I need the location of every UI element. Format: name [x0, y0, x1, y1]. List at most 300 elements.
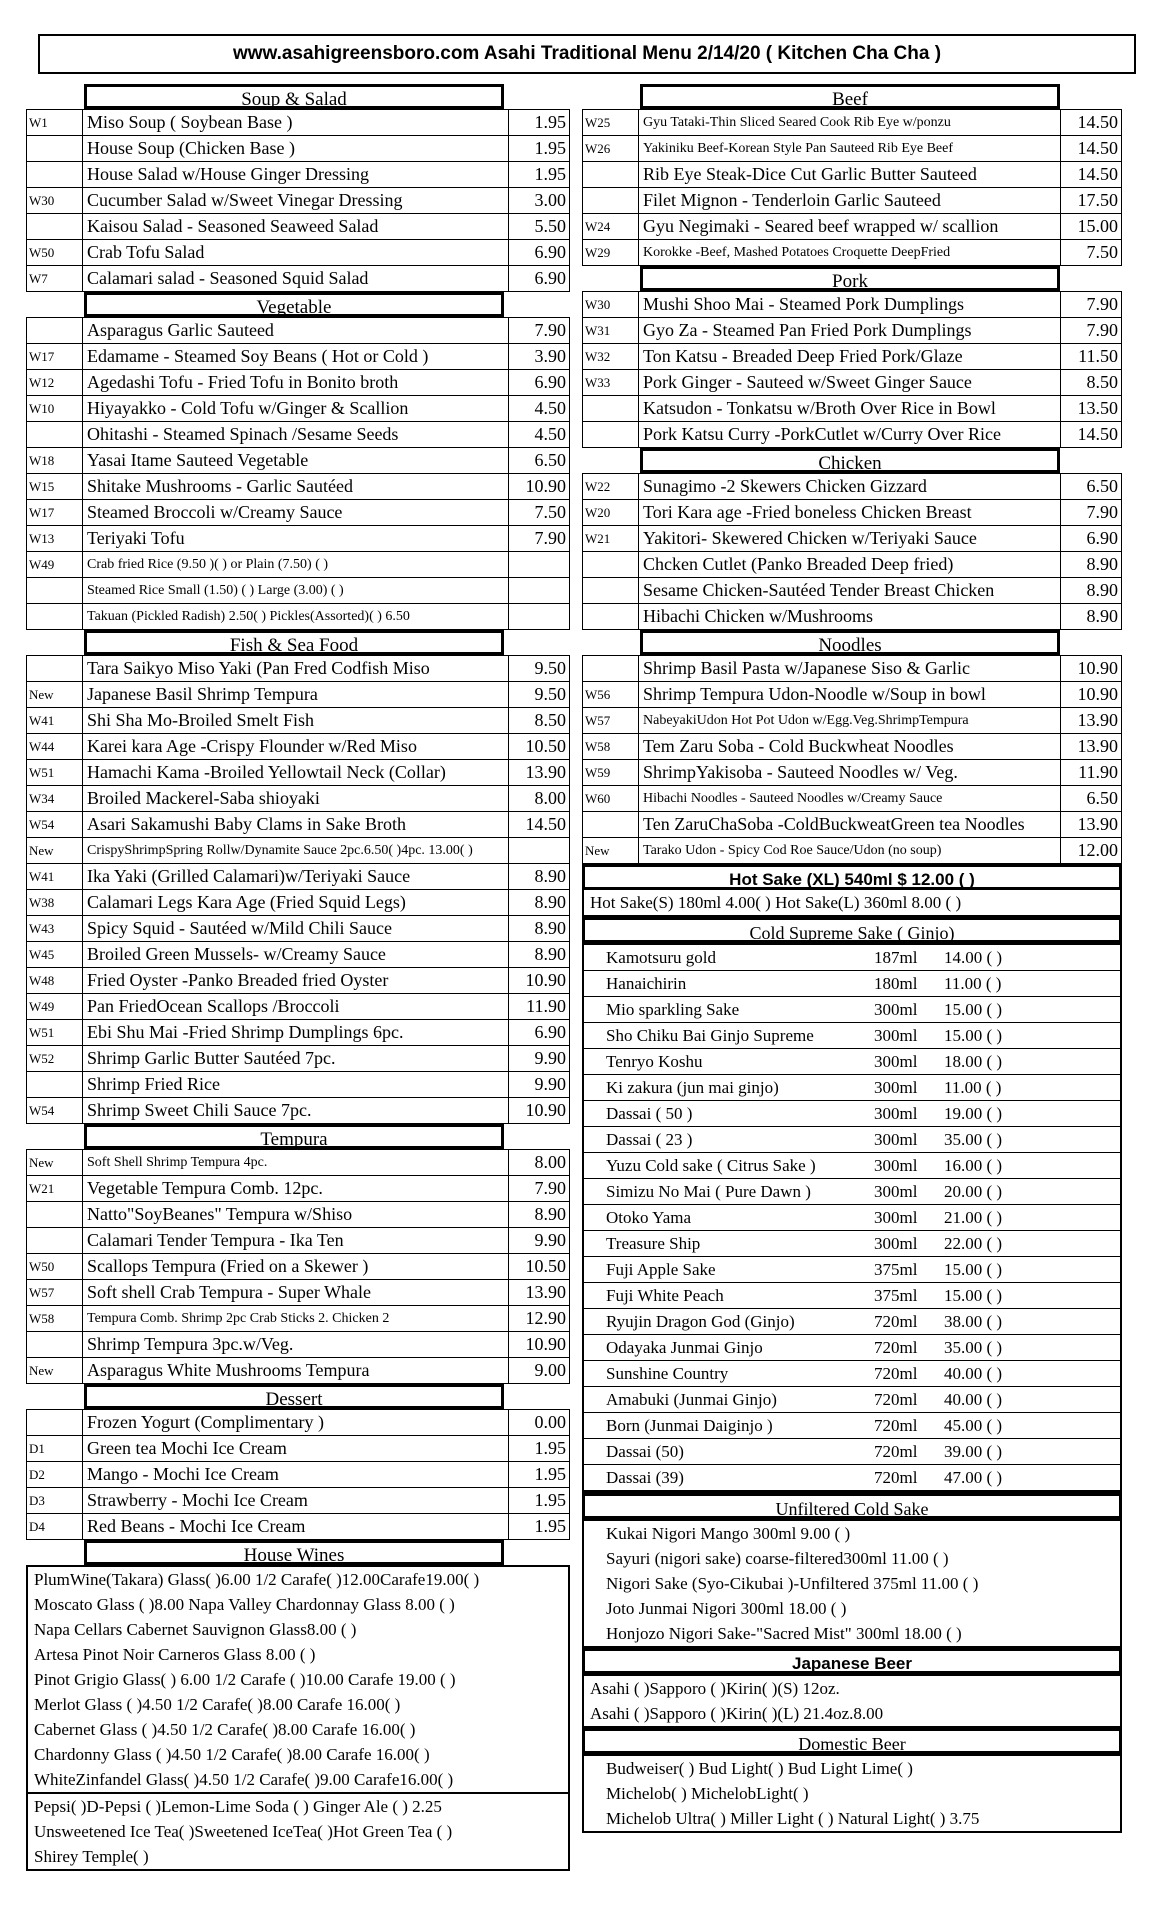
item-code: New [27, 1150, 83, 1175]
item-code [27, 1228, 83, 1253]
item-name: Cucumber Salad w/Sweet Vinegar Dressing [83, 188, 509, 213]
item-code [27, 656, 83, 681]
item-price: 4.50 [534, 398, 566, 418]
sake-volume: 375ml [874, 1286, 918, 1305]
item-name: Calamari salad - Seasoned Squid Salad [83, 266, 509, 291]
wine-line: Napa Cellars Cabernet Sauvignon Glass8.00 ( ) [34, 1620, 357, 1639]
section-title: Noodles [640, 630, 1060, 655]
sake-price: 15.00 ( ) [944, 1026, 1003, 1045]
item-price: 8.90 [1086, 554, 1118, 574]
item-code: W29 [583, 240, 639, 265]
item-code: W21 [27, 1176, 83, 1201]
item-name: Katsudon - Tonkatsu w/Broth Over Rice in Bowl [639, 396, 1061, 421]
item-name: Frozen Yogurt (Complimentary ) [83, 1410, 509, 1435]
sake-name: Born (Junmai Daiginjo ) [606, 1416, 773, 1435]
sake-price: 35.00 ( ) [944, 1338, 1003, 1357]
menu-section [26, 1384, 570, 1540]
item-price: 15.00 [1077, 216, 1118, 236]
item-name: Ten ZaruChaSoba -ColdBuckweatGreen tea Noodles [639, 812, 1061, 837]
item-name: Asparagus Garlic Sauteed [83, 318, 509, 343]
item-price: 1.95 [534, 112, 566, 132]
item-price: 8.90 [534, 892, 566, 912]
item-price [509, 552, 569, 577]
item-name: Tori Kara age -Fried boneless Chicken Breast [639, 500, 1061, 525]
left-column [26, 84, 570, 1871]
menu-item [27, 187, 569, 213]
item-name: Karei kara Age -Crispy Flounder w/Red Miso [83, 734, 509, 759]
item-code: W13 [27, 526, 83, 551]
sake-price: 21.00 ( ) [944, 1208, 1003, 1227]
item-code: D1 [27, 1436, 83, 1461]
item-name: Scallops Tempura (Fried on a Skewer ) [83, 1254, 509, 1279]
item-code: W49 [27, 994, 83, 1019]
sake-item [584, 1465, 1120, 1491]
item-code: W58 [583, 734, 639, 759]
item-name: Shrimp Fried Rice [83, 1072, 509, 1097]
item-code: W51 [27, 1020, 83, 1045]
sake-name: Ryujin Dragon God (Ginjo) [606, 1312, 795, 1331]
item-price: 7.90 [534, 320, 566, 340]
domestic-beer-title: Domestic Beer [582, 1728, 1122, 1754]
item-price: 8.90 [534, 1204, 566, 1224]
domestic-beer-line: Michelob( ) MichelobLight( ) [606, 1784, 809, 1803]
item-price: 5.50 [534, 216, 566, 236]
item-price: 7.90 [1086, 294, 1118, 314]
menu-item [27, 110, 569, 135]
sake-volume: 300ml [874, 1156, 918, 1175]
sake-item [584, 1075, 1120, 1101]
item-code: W57 [27, 1280, 83, 1305]
section-rows [582, 473, 1122, 630]
menu-item [583, 187, 1121, 213]
sake-volume: 720ml [874, 1338, 918, 1357]
sake-price: 22.00 ( ) [944, 1234, 1003, 1253]
menu-section [26, 630, 570, 1124]
wine-line: Artesa Pinot Noir Carneros Glass 8.00 ( ) [34, 1645, 316, 1664]
item-name: Spicy Squid - Sautéed w/Mild Chili Sauce [83, 916, 509, 941]
menu-item [583, 135, 1121, 161]
sake-volume: 300ml [874, 1234, 918, 1253]
menu-item [27, 525, 569, 551]
item-code [27, 162, 83, 187]
item-code: New [27, 682, 83, 707]
item-code: W30 [27, 188, 83, 213]
menu-item [27, 1279, 569, 1305]
japanese-beer-line: Asahi ( )Sapporo ( )Kirin( )(L) 21.4oz.8.00 [590, 1704, 884, 1723]
item-code: W57 [583, 708, 639, 733]
menu-item [583, 421, 1121, 447]
item-code: W41 [27, 864, 83, 889]
menu-item [583, 733, 1121, 759]
item-name: Asparagus White Mushrooms Tempura [83, 1358, 509, 1383]
sake-item [584, 1309, 1120, 1335]
item-name: Steamed Broccoli w/Creamy Sauce [83, 500, 509, 525]
item-price: 10.90 [1077, 684, 1118, 704]
sake-price: 15.00 ( ) [944, 1000, 1003, 1019]
menu-item [583, 474, 1121, 499]
menu-item [27, 889, 569, 915]
sake-price: 47.00 ( ) [944, 1468, 1003, 1487]
item-code: W56 [583, 682, 639, 707]
unfiltered-sake-section [582, 1493, 1122, 1648]
menu-item [27, 135, 569, 161]
sake-item [584, 1153, 1120, 1179]
item-name: Ebi Shu Mai -Fried Shrimp Dumplings 6pc. [83, 1020, 509, 1045]
item-price [509, 578, 569, 603]
menu-item [583, 239, 1121, 265]
sake-volume: 720ml [874, 1442, 918, 1461]
item-code: W22 [583, 474, 639, 499]
menu-section [582, 448, 1122, 630]
item-price: 12.00 [1077, 840, 1118, 860]
item-code [27, 1202, 83, 1227]
sake-name: Fuji White Peach [606, 1286, 724, 1305]
section-rows [26, 1149, 570, 1384]
item-name: Shi Sha Mo-Broiled Smelt Fish [83, 708, 509, 733]
menu-item [27, 967, 569, 993]
item-price: 1.95 [534, 1516, 566, 1536]
item-price: 8.90 [534, 866, 566, 886]
item-code [583, 422, 639, 447]
menu-item [27, 369, 569, 395]
menu-item [27, 1097, 569, 1123]
menu-item [27, 1461, 569, 1487]
sake-price: 11.00 ( ) [944, 974, 1002, 993]
item-code: W50 [27, 240, 83, 265]
sake-volume: 720ml [874, 1390, 918, 1409]
menu-item [583, 759, 1121, 785]
item-code: W58 [27, 1306, 83, 1331]
item-code: W44 [27, 734, 83, 759]
sake-item [584, 971, 1120, 997]
unfiltered-line: Kukai Nigori Mango 300ml 9.00 ( ) [606, 1524, 851, 1543]
item-code: W18 [27, 448, 83, 473]
item-price: 8.50 [1086, 372, 1118, 392]
item-name: Gyu Tataki-Thin Sliced Seared Cook Rib Eye w/ponzu [639, 110, 1061, 135]
wine-line: Pinot Grigio Glass( ) 6.00 1/2 Carafe ( )10.00 Carafe 19.00 ( ) [34, 1670, 456, 1689]
wine-line: Chardonny Glass ( )4.50 1/2 Carafe( )8.00 Carafe 16.00( ) [34, 1745, 430, 1764]
section-rows [26, 317, 570, 630]
japanese-beer-title: Japanese Beer [582, 1648, 1122, 1674]
item-name: Steamed Rice Small (1.50) ( ) Large (3.00) ( ) [83, 578, 509, 603]
item-price: 13.50 [1077, 398, 1118, 418]
sake-volume: 300ml [874, 1078, 918, 1097]
menu-item [27, 811, 569, 837]
item-price: 8.00 [534, 1152, 566, 1172]
item-name: Korokke -Beef, Mashed Potatoes Croquette DeepFried [639, 240, 1061, 265]
item-price: 13.90 [1077, 736, 1118, 756]
sake-name: Dassai (39) [606, 1468, 684, 1487]
item-name: Gyu Negimaki - Seared beef wrapped w/ scallion [639, 214, 1061, 239]
menu-item [27, 1019, 569, 1045]
item-name: Pork Ginger - Sauteed w/Sweet Ginger Sauce [639, 370, 1061, 395]
item-price: 7.50 [534, 502, 566, 522]
sake-volume: 300ml [874, 1000, 918, 1019]
item-name: Soft Shell Shrimp Tempura 4pc. [83, 1150, 509, 1175]
sake-price: 35.00 ( ) [944, 1130, 1003, 1149]
hot-sake-line: Hot Sake(S) 180ml 4.00( ) Hot Sake(L) 360ml 8.00 ( ) [582, 890, 1122, 917]
item-code: W38 [27, 890, 83, 915]
menu-item [27, 161, 569, 187]
sake-price: 38.00 ( ) [944, 1312, 1003, 1331]
section-rows [26, 655, 570, 1124]
menu-item [583, 551, 1121, 577]
item-name: Calamari Legs Kara Age (Fried Squid Legs) [83, 890, 509, 915]
item-name: Edamame - Steamed Soy Beans ( Hot or Cold ) [83, 344, 509, 369]
section-title: Tempura [84, 1124, 504, 1149]
sake-price: 15.00 ( ) [944, 1286, 1003, 1305]
sake-item [584, 1127, 1120, 1153]
unfiltered-title: Unfiltered Cold Sake [582, 1493, 1122, 1519]
sake-name: Mio sparkling Sake [606, 1000, 740, 1019]
item-code: W20 [583, 500, 639, 525]
menu-item [27, 239, 569, 265]
item-price: 10.90 [525, 1100, 566, 1120]
item-price: 3.90 [534, 346, 566, 366]
menu-item [27, 395, 569, 421]
menu-item [27, 1410, 569, 1435]
item-code: W12 [27, 370, 83, 395]
item-name: Ohitashi - Steamed Spinach /Sesame Seeds [83, 422, 509, 447]
sake-volume: 300ml [874, 1130, 918, 1149]
sake-item [584, 1335, 1120, 1361]
item-name: Sunagimo -2 Skewers Chicken Gizzard [639, 474, 1061, 499]
section-rows [582, 291, 1122, 448]
item-code: W41 [27, 708, 83, 733]
menu-item [583, 577, 1121, 603]
item-price: 1.95 [534, 1464, 566, 1484]
item-code: W49 [27, 552, 83, 577]
sake-item [584, 1023, 1120, 1049]
sake-item [584, 945, 1120, 971]
item-code: W50 [27, 1254, 83, 1279]
cold-sake-list [582, 943, 1122, 1493]
sake-price: 19.00 ( ) [944, 1104, 1003, 1123]
menu-item [583, 811, 1121, 837]
menu-item [583, 317, 1121, 343]
menu-item [583, 785, 1121, 811]
item-price: 11.90 [1078, 762, 1118, 782]
item-price: 1.95 [534, 138, 566, 158]
sake-price: 40.00 ( ) [944, 1364, 1003, 1383]
menu-item [27, 1487, 569, 1513]
sake-item [584, 1049, 1120, 1075]
menu-section [26, 292, 570, 630]
sake-volume: 720ml [874, 1416, 918, 1435]
item-price [509, 838, 569, 863]
item-price: 1.95 [534, 1490, 566, 1510]
item-code: W54 [27, 1098, 83, 1123]
sake-item [584, 1205, 1120, 1231]
menu-item [27, 603, 569, 629]
sake-name: Simizu No Mai ( Pure Dawn ) [606, 1182, 811, 1201]
sake-item [584, 1231, 1120, 1257]
menu-item [27, 213, 569, 239]
item-price: 10.90 [525, 1334, 566, 1354]
menu-item [27, 681, 569, 707]
item-name: Hibachi Chicken w/Mushrooms [639, 604, 1061, 629]
sake-name: Fuji Apple Sake [606, 1260, 716, 1279]
item-price: 6.90 [1086, 528, 1118, 548]
sake-name: Hanaichirin [606, 974, 687, 993]
item-name: Ton Katsu - Breaded Deep Fried Pork/Glaze [639, 344, 1061, 369]
item-code: W48 [27, 968, 83, 993]
soft-drink-line: Shirey Temple( ) [34, 1847, 149, 1866]
item-price: 11.90 [526, 996, 566, 1016]
menu-item [27, 577, 569, 603]
sake-name: Dassai ( 50 ) [606, 1104, 693, 1123]
cold-sake-section [582, 917, 1122, 1493]
item-code: W31 [583, 318, 639, 343]
item-name: Shrimp Tempura 3pc.w/Veg. [83, 1332, 509, 1357]
japanese-beer-line: Asahi ( )Sapporo ( )Kirin( )(S) 12oz. [590, 1679, 840, 1698]
menu-section [26, 1124, 570, 1384]
item-code: W51 [27, 760, 83, 785]
item-price: 10.90 [525, 970, 566, 990]
item-price: 9.50 [534, 684, 566, 704]
soft-drink-line: Unsweetened Ice Tea( )Sweetened IceTea( )Hot Green Tea ( ) [34, 1822, 453, 1841]
sake-item [584, 1179, 1120, 1205]
item-code [583, 162, 639, 187]
section-title: Vegetable [84, 292, 504, 317]
item-price: 4.50 [534, 424, 566, 444]
domestic-beer-line: Budweiser( ) Bud Light( ) Bud Light Lime( ) [606, 1759, 913, 1778]
sake-volume: 300ml [874, 1104, 918, 1123]
item-price: 7.90 [534, 528, 566, 548]
item-price: 11.50 [1078, 346, 1118, 366]
item-code [27, 214, 83, 239]
item-price: 9.50 [534, 658, 566, 678]
section-title: House Wines [84, 1540, 504, 1565]
menu-item [583, 110, 1121, 135]
item-code [27, 136, 83, 161]
item-name: Vegetable Tempura Comb. 12pc. [83, 1176, 509, 1201]
item-code: W30 [583, 292, 639, 317]
menu-item [583, 525, 1121, 551]
item-name: Filet Mignon - Tenderloin Garlic Sauteed [639, 188, 1061, 213]
item-code: W17 [27, 344, 83, 369]
menu-item [27, 785, 569, 811]
item-name: Japanese Basil Shrimp Tempura [83, 682, 509, 707]
menu-item [583, 499, 1121, 525]
item-name: Pan FriedOcean Scallops /Broccoli [83, 994, 509, 1019]
item-code: D3 [27, 1488, 83, 1513]
item-name: Crab Tofu Salad [83, 240, 509, 265]
sake-volume: 720ml [874, 1312, 918, 1331]
wine-line: Cabernet Glass ( )4.50 1/2 Carafe( )8.00 Carafe 16.00( ) [34, 1720, 416, 1739]
item-price: 12.90 [525, 1308, 566, 1328]
section-title: Soup & Salad [84, 84, 504, 109]
unfiltered-line: Honjozo Nigori Sake-"Sacred Mist" 300ml 18.00 ( ) [606, 1624, 962, 1643]
item-name: Shrimp Tempura Udon-Noodle w/Soup in bowl [639, 682, 1061, 707]
unfiltered-line: Sayuri (nigori sake) coarse-filtered300ml 11.00 ( ) [606, 1549, 949, 1568]
menu-item [27, 707, 569, 733]
item-code: D2 [27, 1462, 83, 1487]
menu-item [583, 707, 1121, 733]
item-price: 8.90 [1086, 606, 1118, 626]
sake-volume: 300ml [874, 1026, 918, 1045]
item-name: Calamari Tender Tempura - Ika Ten [83, 1228, 509, 1253]
item-code: W34 [27, 786, 83, 811]
item-name: Kaisou Salad - Seasoned Seaweed Salad [83, 214, 509, 239]
item-price [509, 604, 569, 629]
menu-item [583, 603, 1121, 629]
menu-item [583, 161, 1121, 187]
item-name: Hibachi Noodles - Sauteed Noodles w/Creamy Sauce [639, 786, 1061, 811]
item-price: 13.90 [525, 762, 566, 782]
item-name: Red Beans - Mochi Ice Cream [83, 1514, 509, 1539]
item-price: 6.90 [534, 372, 566, 392]
item-name: Tem Zaru Soba - Cold Buckwheat Noodles [639, 734, 1061, 759]
item-code: W59 [583, 760, 639, 785]
item-price: 6.90 [534, 1022, 566, 1042]
item-code: W17 [27, 500, 83, 525]
item-name: Ika Yaki (Grilled Calamari)w/Teriyaki Sauce [83, 864, 509, 889]
menu-item [27, 656, 569, 681]
item-code [583, 812, 639, 837]
section-title: Chicken [640, 448, 1060, 473]
unfiltered-line: Nigori Sake (Syo-Cikubai )-Unfiltered 375ml 11.00 ( ) [606, 1574, 979, 1593]
hot-sake-section [582, 864, 1122, 917]
menu-item [583, 395, 1121, 421]
menu-item [27, 837, 569, 863]
item-price: 13.90 [1077, 814, 1118, 834]
sake-price: 16.00 ( ) [944, 1156, 1003, 1175]
wine-line: Merlot Glass ( )4.50 1/2 Carafe( )8.00 Carafe 16.00( ) [34, 1695, 401, 1714]
sake-name: Dassai ( 23 ) [606, 1130, 693, 1149]
item-price: 8.90 [534, 944, 566, 964]
menu-item [27, 1071, 569, 1097]
menu-item [27, 1227, 569, 1253]
item-name: Hamachi Kama -Broiled Yellowtail Neck (Collar) [83, 760, 509, 785]
item-name: Fried Oyster -Panko Breaded fried Oyster [83, 968, 509, 993]
item-code: W7 [27, 266, 83, 291]
menu-item [27, 733, 569, 759]
item-code [27, 1410, 83, 1435]
sake-name: Ki zakura (jun mai ginjo) [606, 1078, 779, 1097]
item-code: W43 [27, 916, 83, 941]
menu-item [27, 421, 569, 447]
section-rows [582, 655, 1122, 864]
item-code: New [27, 1358, 83, 1383]
item-price: 8.90 [534, 918, 566, 938]
section-title: Beef [640, 84, 1060, 109]
item-name: Strawberry - Mochi Ice Cream [83, 1488, 509, 1513]
item-price: 13.90 [1077, 710, 1118, 730]
item-name: Crab fried Rice (9.50 )( ) or Plain (7.50) ( ) [83, 552, 509, 577]
item-name: Rib Eye Steak-Dice Cut Garlic Butter Sauteed [639, 162, 1061, 187]
house-wines-section [26, 1540, 570, 1871]
menu-item [27, 1150, 569, 1175]
menu-item [27, 1357, 569, 1383]
menu-item [27, 993, 569, 1019]
item-price: 1.95 [534, 1438, 566, 1458]
item-code [27, 604, 83, 629]
item-name: House Soup (Chicken Base ) [83, 136, 509, 161]
wine-line: Moscato Glass ( )8.00 Napa Valley Chardonnay Glass 8.00 ( ) [34, 1595, 455, 1614]
menu-section [582, 84, 1122, 266]
sake-item [584, 1101, 1120, 1127]
sake-volume: 300ml [874, 1182, 918, 1201]
item-price: 6.90 [534, 268, 566, 288]
item-price: 14.50 [525, 814, 566, 834]
sake-price: 11.00 ( ) [944, 1078, 1002, 1097]
item-name: House Salad w/House Ginger Dressing [83, 162, 509, 187]
item-name: Pork Katsu Curry -PorkCutlet w/Curry Over Rice [639, 422, 1061, 447]
menu-item [27, 1045, 569, 1071]
item-price: 6.50 [534, 450, 566, 470]
item-name: ShrimpYakisoba - Sauteed Noodles w/ Veg. [639, 760, 1061, 785]
